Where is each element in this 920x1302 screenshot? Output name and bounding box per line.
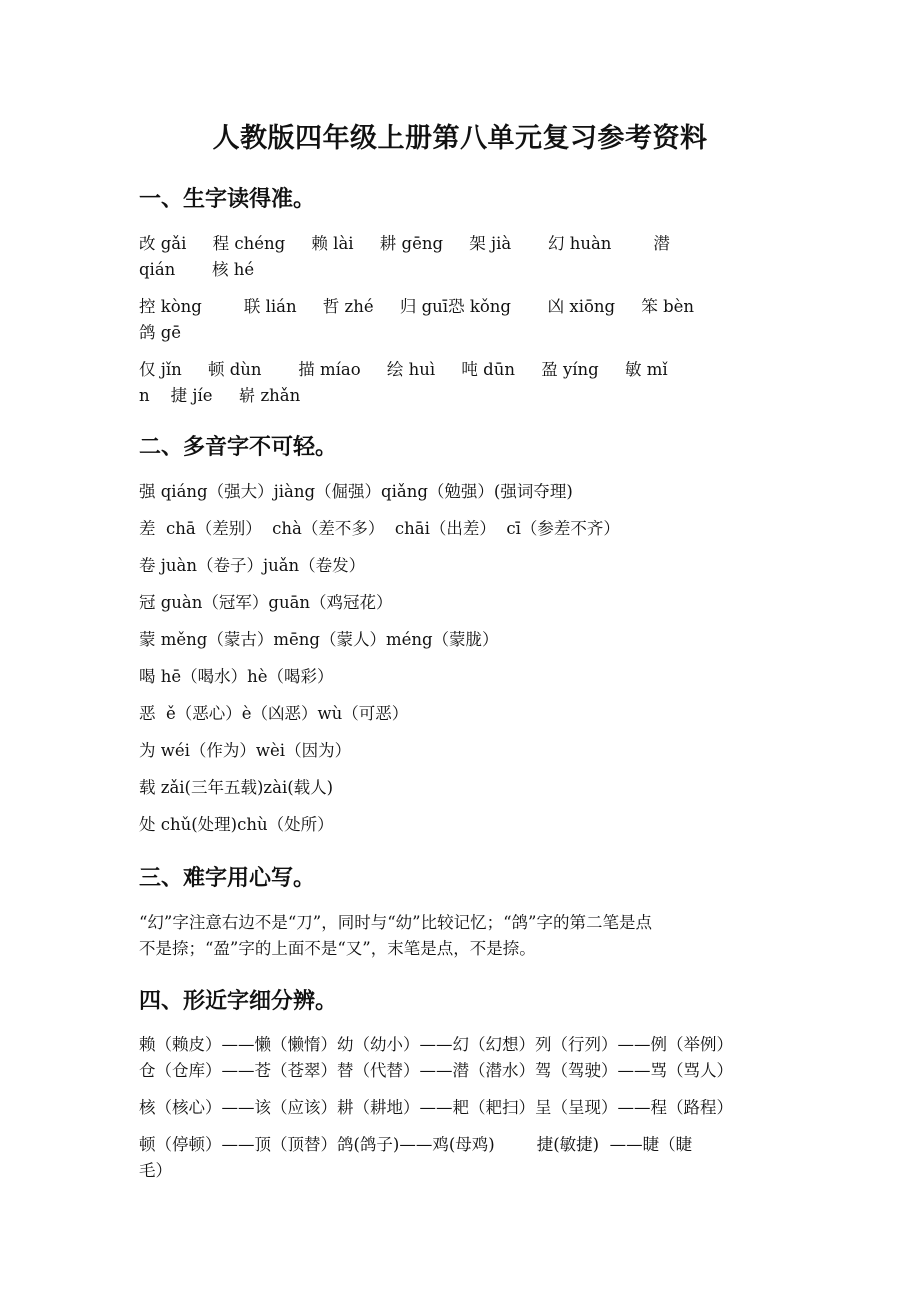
s3-line: “幻”字注意右边不是“刀”，同时与“幼”比较记忆；“鸽”字的第二笔是点: [139, 913, 652, 932]
s2-line: 蒙 měng（蒙古）mēng（蒙人）méng（蒙胧）: [139, 630, 499, 649]
page-title: 人教版四年级上册第八单元复习参考资料: [212, 123, 708, 154]
section-heading-1: 一、生字读得准。: [139, 187, 316, 212]
section-heading-2: 二、多音字不可轻。: [139, 435, 338, 460]
s1-line: 控 kòng 联 lián 哲 zhé 归 guī恐 kǒng 凶 xiōng 笨 bèn: [139, 297, 695, 316]
s1-line: qián 核 hé: [139, 260, 255, 279]
s2-line: 处 chǔ(处理)chù（处所）: [139, 815, 334, 834]
s2-line: 冠 guàn（冠军）guān（鸡冠花）: [139, 593, 393, 612]
s4-line: 顿（停顿）——顶（顶替）鸽(鸽子)——鸡(母鸡) 捷(敏捷) ——睫（睫: [139, 1135, 693, 1154]
s2-line: 卷 juàn（卷子）juǎn（卷发）: [139, 556, 366, 575]
section-heading-3: 三、难字用心写。: [139, 866, 316, 891]
s3-line: 不是捺；“盈”字的上面不是“又”，末笔是点，不是捺。: [139, 939, 536, 958]
s4-line: 毛）: [139, 1161, 172, 1180]
s1-line: 仅 jǐn 顿 dùn 描 míao 绘 huì 吨 dūn 盈 yíng 敏 mǐ: [139, 360, 668, 379]
s2-line: 喝 hē（喝水）hè（喝彩）: [139, 667, 334, 686]
s2-line: 差 chā（差别） chà（差不多） chāi（出差） cī（参差不齐）: [139, 519, 620, 538]
section-heading-4: 四、形近字细分辨。: [139, 989, 338, 1014]
s4-line: 核（核心）——该（应该）耕（耕地）——耙（耙扫）呈（呈现）——程（路程）: [139, 1098, 733, 1117]
s2-line: 载 zǎi(三年五载)zài(载人): [139, 778, 334, 797]
s1-line: 改 gǎi 程 chéng 赖 lài 耕 gēng 架 jià 幻 huàn 潜: [139, 234, 670, 253]
s4-line: 赖（赖皮）——懒（懒惰）幼（幼小）——幻（幻想）列（行列）——例（举例）: [139, 1035, 733, 1054]
s2-line: 为 wéi（作为）wèi（因为）: [139, 741, 352, 760]
s2-line: 强 qiáng（强大）jiàng（倔强）qiǎng（勉强）(强词夺理): [139, 482, 573, 501]
s2-line: 恶 ě（恶心）è（凶恶）wù（可恶）: [139, 704, 409, 723]
s1-line: 鸽 gē: [139, 323, 182, 342]
s4-line: 仓（仓库）——苍（苍翠）替（代替）——潜（潜水）驾（驾驶）——骂（骂人）: [139, 1061, 733, 1080]
s1-line: n 捷 jíe 崭 zhǎn: [139, 386, 301, 405]
